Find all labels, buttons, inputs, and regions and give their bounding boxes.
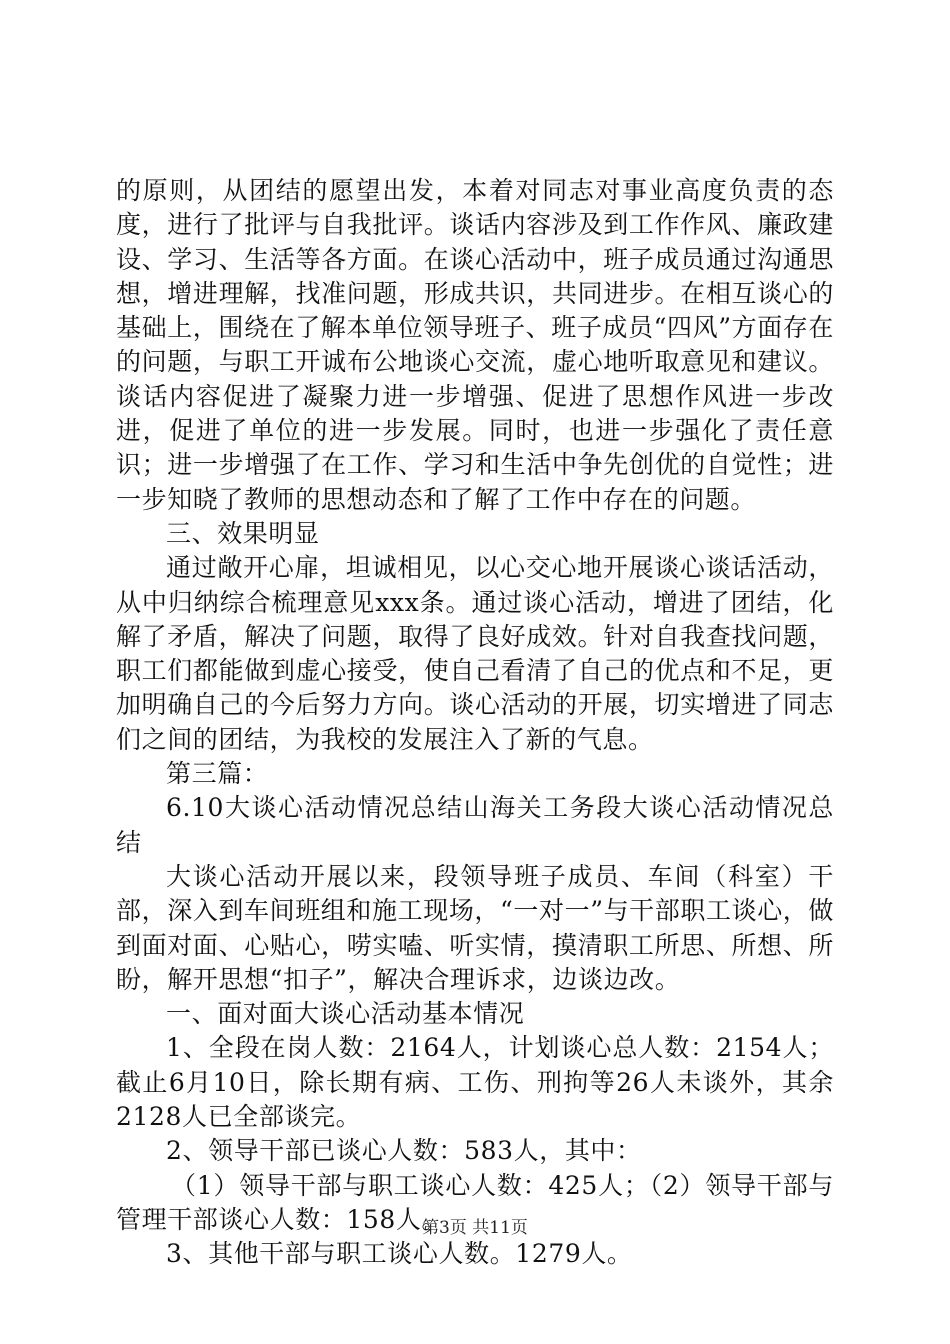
list-item-staff-count: 1、全段在岗人数：2164人，计划谈心总人数：2154人；截止6月10日，除长期有病、工伤、刑拘等26人未谈外，其余2128人已全部谈完。 <box>116 1033 834 1132</box>
list-item-leaders-count: 2、领导干部已谈心人数：583人，其中： <box>166 1136 642 1166</box>
section-heading-part-three: 第三篇： <box>166 759 269 789</box>
article-title: 6.10大谈心活动情况总结山海关工务段大谈心活动情况总结 <box>116 793 834 857</box>
list-item-other-cadres: 3、其他干部与职工谈心人数。1279人。 <box>166 1239 633 1269</box>
page-number-footer: 第3页 共11页 <box>422 1218 528 1238</box>
paragraph-results: 通过敞开心扉，坦诚相见，以心交心地开展谈心谈话活动，从中归纳综合梳理意见xxx条。通过谈心活动，增进了团结，化解了矛盾，解决了问题，取得了良好成效。针对自我查找问题，职工们都能做到虚心接受，使自己看清了自己的优点和不足，更加明确自己的今后努力方向。谈心活动的开展，切实增进了同志们之间的团结，为我校的发展注入了新的气息。 <box>116 553 834 754</box>
list-item-leaders-breakdown: （1）领导干部与职工谈心人数：425人；（2）领导干部与管理干部谈心人数：158人。 <box>116 1170 834 1234</box>
paragraph-intro: 大谈心活动开展以来，段领导班子成员、车间（科室）干部，深入到车间班组和施工现场，“一对一”与干部职工谈心，做到面对面、心贴心，唠实嗑、听实情，摸清职工所思、所想、所盼，解开思想“扣子”，解决合理诉求，边谈边改。 <box>116 861 834 994</box>
paragraph-principle: 的原则，从团结的愿望出发，本着对同志对事业高度负责的态度，进行了批评与自我批评。谈话内容涉及到工作作风、廉政建设、学习、生活等各方面。在谈心活动中，班子成员通过沟通思想，增进理解，找准问题，形成共识，共同进步。在相互谈心的基础上，围绕在了解本单位领导班子、班子成员“四风”方面存在的问题，与职工开诚布公地谈心交流，虚心地听取意见和建议。谈话内容促进了凝聚力进一步增强、促进了思想作风进一步改进，促进了单位的进一步发展。同时，也进一步强化了责任意识；进一步增强了在工作、学习和生活中争先创优的自觉性；进一步知晓了教师的思想动态和了解了工作中存在的问题。 <box>116 176 834 514</box>
section-heading-basic-info: 一、面对面大谈心活动基本情况 <box>166 999 525 1029</box>
section-heading-results: 三、效果明显 <box>166 518 320 548</box>
document-body <box>116 174 834 1272</box>
